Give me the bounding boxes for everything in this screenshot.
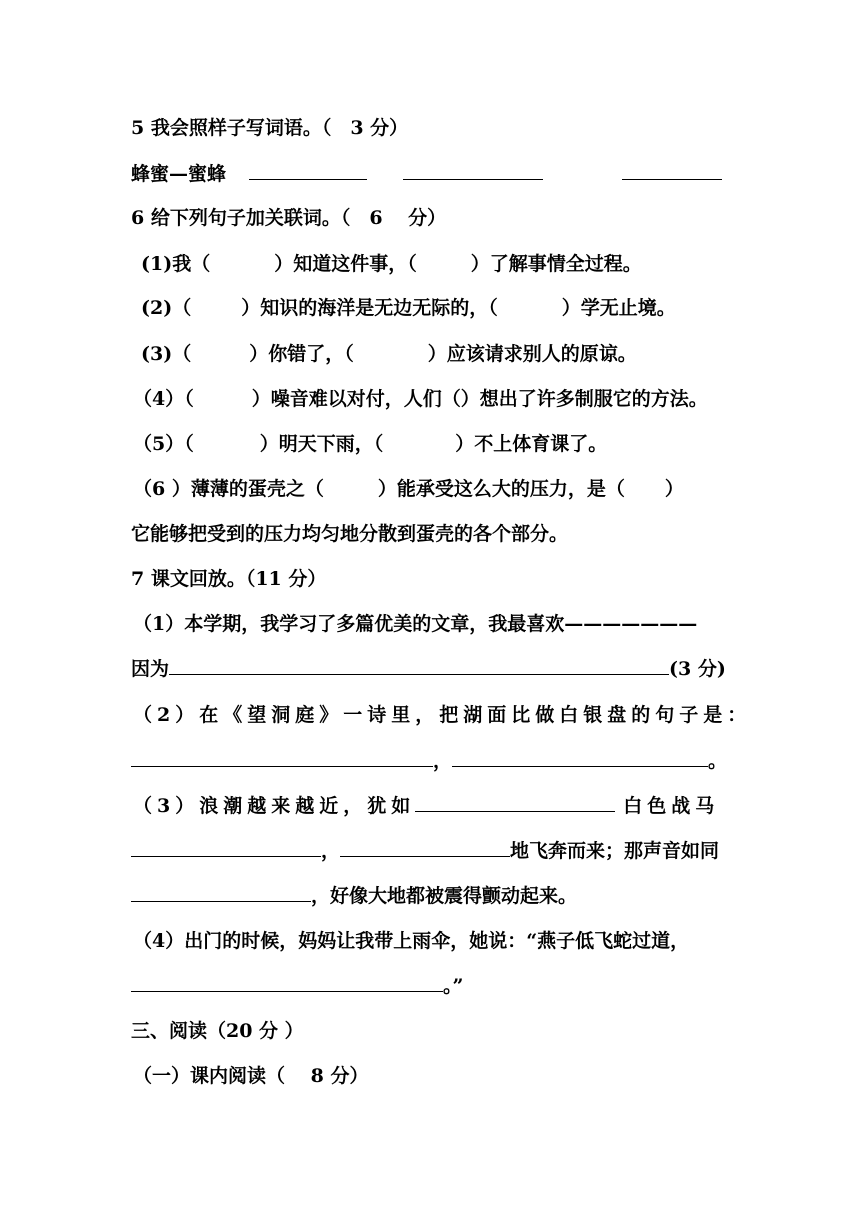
q7-p3-line2 [131, 838, 719, 864]
answer-blank[interactable] [131, 748, 433, 767]
q6-s4-part: （4）（ [133, 388, 194, 410]
q7-title: 7 课文回放。（11 分） [131, 568, 327, 590]
q7-p4-line2 [131, 973, 463, 999]
section-3-subtitle: （一）课内阅读（ 8 分） [133, 1065, 369, 1087]
q7-p3-line3 [131, 883, 577, 909]
q7-p1-score: (3 分) [669, 658, 726, 680]
q7-p1-label: 因为 [131, 658, 170, 680]
q7-p1-line1: （1）本学期，我学习了多篇优美的文章，我最喜欢——————— [133, 613, 698, 635]
q5-title: 5 我会照样子写词语。（ 3 分） [131, 117, 409, 139]
q6-s5-part: （5）（ [133, 433, 194, 455]
q6-sentence-4 [133, 386, 708, 412]
q6-s6-part: ）能承受这么大的压力，是（ [377, 478, 625, 500]
answer-blank[interactable] [131, 973, 443, 992]
q7-p4-end: 。” [443, 975, 464, 997]
q6-s1-part: ）了解事情全过程。 [470, 253, 642, 275]
answer-blank[interactable] [131, 838, 321, 857]
q6-s5-part: ）明天下雨，（ [259, 433, 384, 455]
q7-p3-text: 白色战马 [623, 795, 720, 817]
q6-sentence-6-cont: 它能够把受到的压力均匀地分散到蛋壳的各个部分。 [131, 523, 569, 545]
q6-s2-part: (2)（ [141, 297, 192, 319]
q7-p2-line2 [131, 748, 727, 774]
q6-sentence-5 [133, 431, 607, 457]
q5-example-line [131, 161, 722, 187]
answer-blank[interactable] [131, 883, 311, 902]
q6-s2-part: ）学无止境。 [561, 297, 676, 319]
answer-blank[interactable] [403, 161, 543, 180]
q6-s4-part: ）噪音难以对付，人们（）想出了许多制服它的方法。 [251, 388, 708, 410]
q5-example: 蜂蜜—蜜蜂 [131, 163, 227, 185]
q6-s3-part: ）应该请求别人的原谅。 [427, 343, 637, 365]
section-3-title: 三、阅读（20 分 ） [131, 1020, 304, 1042]
q6-sentence-2 [141, 295, 676, 321]
answer-blank[interactable] [249, 161, 367, 180]
q6-s2-part: ）知识的海洋是无边无际的，（ [241, 297, 498, 319]
q7-p3-comma: ， [321, 840, 341, 862]
q7-p3-text: （3）浪潮越来越近，犹如 [133, 795, 416, 817]
q6-sentence-3 [141, 341, 637, 367]
q7-p1-line2 [131, 656, 726, 682]
q7-p4-line1: （4）出门的时候，妈妈让我带上雨伞，她说：“燕子低飞蛇过道， [133, 930, 690, 952]
q6-s3-part: (3)（ [141, 343, 192, 365]
answer-blank[interactable] [340, 838, 510, 857]
q7-p3-line1 [133, 793, 719, 819]
q6-s1-part: ）知道这件事，（ [274, 253, 417, 275]
q7-p2-comma: ， [433, 750, 453, 772]
q6-s6-part: （6 ）薄薄的蛋壳之（ [133, 478, 324, 500]
answer-blank[interactable] [169, 656, 669, 675]
answer-blank[interactable] [452, 748, 708, 767]
q6-s6-part: ） [664, 478, 684, 500]
q7-p2-line1: （2）在《望洞庭》一诗里，把湖面比做白银盘的句子是： [133, 704, 752, 726]
q6-s5-part: ）不上体育课了。 [455, 433, 608, 455]
q7-p2-period: 。 [708, 750, 728, 772]
q6-sentence-1 [141, 251, 642, 277]
q6-s3-part: ）你错了，（ [249, 343, 354, 365]
answer-blank[interactable] [622, 161, 722, 180]
q6-sentence-6 [133, 476, 684, 502]
q6-s1-part: (1)我（ [141, 253, 211, 275]
q7-p3-text: 地飞奔而来；那声音如同 [510, 840, 720, 862]
answer-blank[interactable] [415, 793, 615, 812]
q7-p3-text: ，好像大地都被震得颤动起来。 [311, 885, 578, 907]
q6-title: 6 给下列句子加关联词。（ 6 分） [131, 207, 447, 229]
